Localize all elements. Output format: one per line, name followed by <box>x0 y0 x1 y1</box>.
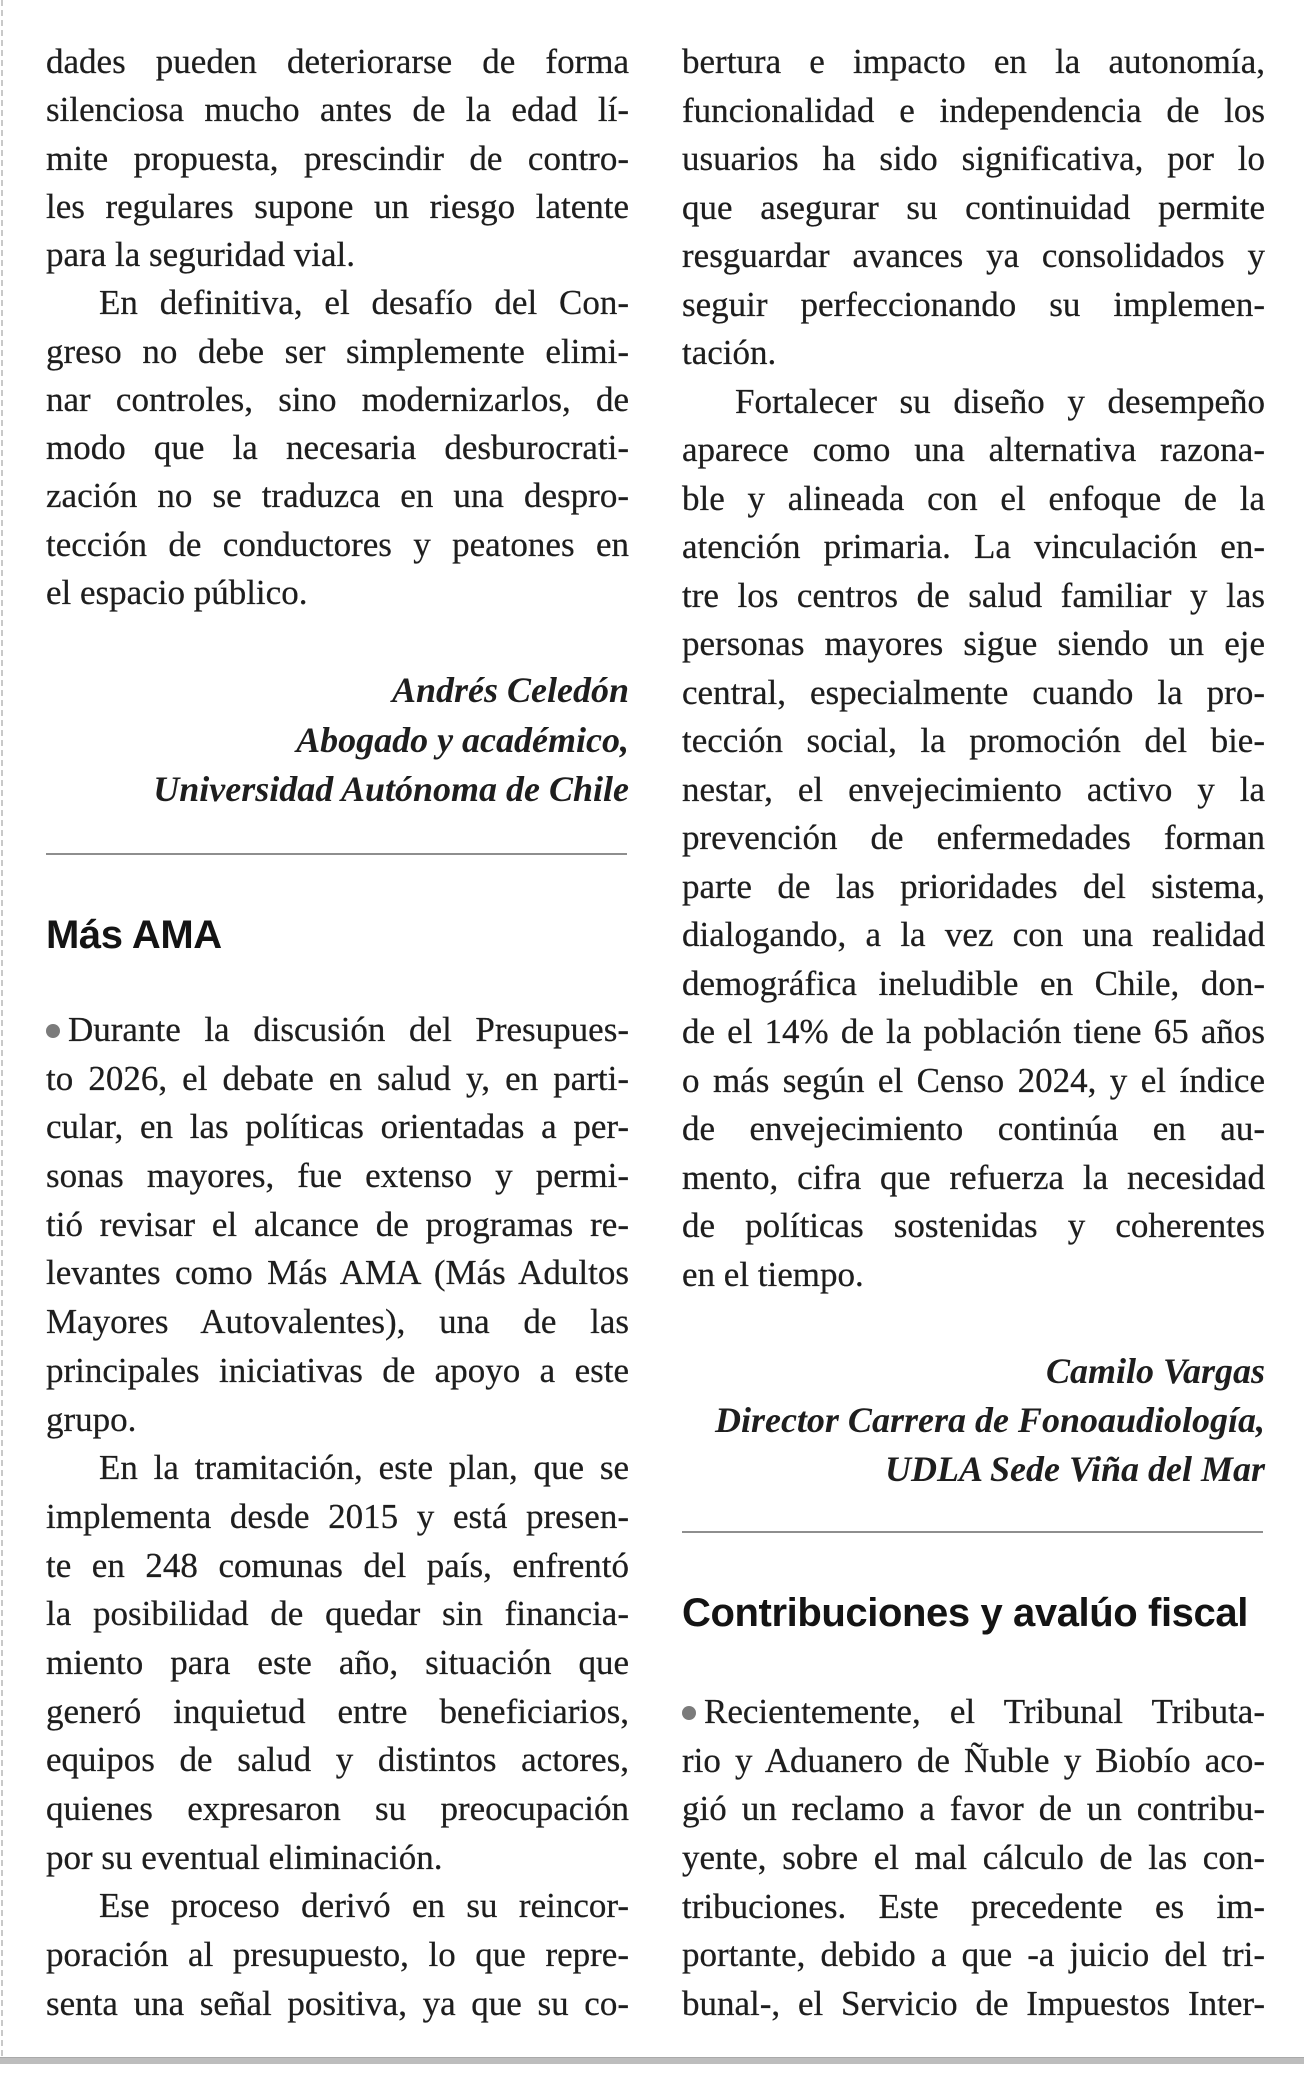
text-line: ble y alineada con el enfoque de la <box>682 478 1265 518</box>
text-line: Mayores Autovalentes), una de las <box>46 1302 629 1342</box>
text-line: o más según el Censo 2024, y el índice <box>682 1060 1265 1100</box>
bulleted-paragraph <box>46 1006 629 1444</box>
text-line: miento para este año, situación que <box>46 1642 629 1682</box>
text-line: te en 248 comunas del país, enfrentó <box>46 1545 629 1585</box>
text-line: tre los centros de salud familiar y las <box>682 575 1265 615</box>
text-line: yente, sobre el mal cálculo de las con- <box>682 1838 1265 1878</box>
text-line: silenciosa mucho antes de la edad lí- <box>46 90 629 130</box>
text-line: En definitiva, el desafío del Con- <box>99 283 629 323</box>
text-line: les regulares supone un riesgo latente <box>46 186 629 226</box>
text-line: grupo. <box>46 1399 137 1439</box>
text-line: senta una señal positiva, ya que su co- <box>46 1983 629 2023</box>
text-line: rio y Aduanero de Ñuble y Biobío aco- <box>682 1740 1265 1780</box>
text-line: seguir perfeccionando su implemen- <box>682 284 1265 324</box>
text-line: para la seguridad vial. <box>46 235 356 274</box>
text-line: poración al presupuesto, lo que repre- <box>46 1935 629 1975</box>
author-signature-celedon <box>46 666 629 815</box>
text-line: bertura e impacto en la autonomía, <box>682 42 1265 81</box>
paragraph <box>682 38 1265 378</box>
paragraph <box>46 1882 629 2028</box>
text-line: parte de las prioridades del sistema, <box>682 866 1265 906</box>
text-line: implementa desde 2015 y está presen- <box>46 1496 629 1536</box>
right-column <box>682 0 1265 2050</box>
section-heading-contribuciones: Contribuciones y avalúo fiscal <box>682 1591 1248 1635</box>
text-line-content: Recientemente, el Tribunal Tributa- <box>704 1692 1265 1731</box>
text-line: generó inquietud entre beneficiarios, <box>46 1691 629 1731</box>
text-line: por su eventual eliminación. <box>46 1837 443 1877</box>
signature-author-title: Abogado y académico, <box>296 719 629 760</box>
text-line: mite propuesta, prescindir de contro- <box>46 138 629 178</box>
text-line: levantes como Más AMA (Más Adultos <box>46 1253 629 1293</box>
mas-ama-letter-text <box>46 1006 629 2028</box>
text-line: tación. <box>682 333 777 372</box>
text-line: usuarios ha sido significativa, por lo <box>682 139 1265 178</box>
text-line: aparece como una alternativa razona- <box>682 430 1265 469</box>
left-column <box>46 0 629 2050</box>
text-line: tección de conductores y peatones en <box>46 524 629 564</box>
text-line: tió revisar el alcance de programas re- <box>46 1204 629 1244</box>
scan-edge-dashed-line <box>1 0 3 2056</box>
text-line: sonas mayores, fue extenso y permi- <box>46 1156 629 1196</box>
text-line <box>682 1688 1265 1737</box>
text-line: principales iniciativas de apoyo a este <box>46 1350 629 1390</box>
text-line: de envejecimiento continúa en au- <box>682 1109 1265 1148</box>
bulleted-paragraph <box>682 1688 1265 2029</box>
text-line: Fortalecer su diseño y desempeño <box>735 381 1265 421</box>
text-line: la posibilidad de quedar sin financia- <box>46 1594 629 1634</box>
text-line: funcionalidad e independencia de los <box>682 90 1265 130</box>
section-divider <box>682 1531 1263 1533</box>
text-line: greso no debe ser simplemente elimi- <box>46 331 629 371</box>
text-line: En la tramitación, este plan, que se <box>99 1448 629 1488</box>
text-line: tección social, la promoción del bie- <box>682 721 1265 760</box>
text-line: de el 14% de la población tiene 65 años <box>682 1012 1265 1051</box>
text-line: que asegurar su continuidad permite <box>682 187 1265 227</box>
text-line: to 2026, el debate en salud y, en parti- <box>46 1058 629 1098</box>
paragraph <box>46 38 629 279</box>
text-line: atención primaria. La vinculación en- <box>682 527 1265 566</box>
section-heading-mas-ama: Más AMA <box>46 913 222 957</box>
author-signature-vargas <box>682 1347 1265 1494</box>
text-line: demográfica ineludible en Chile, don- <box>682 963 1265 1003</box>
text-line <box>46 1006 629 1055</box>
text-line: de políticas sostenidas y coherentes <box>682 1206 1265 1245</box>
text-line: prevención de enfermedades forman <box>682 818 1265 857</box>
mas-ama-letter-text-continued <box>682 38 1265 1299</box>
text-line: nestar, el envejecimiento activo y la <box>682 769 1265 809</box>
text-line: el espacio público. <box>46 572 308 612</box>
paragraph <box>46 279 629 617</box>
text-line: cular, en las políticas orientadas a per- <box>46 1107 629 1147</box>
signature-author-affiliation: UDLA Sede Viña del Mar <box>884 1449 1265 1489</box>
text-line-content: Durante la discusión del Presupues- <box>68 1010 629 1049</box>
signature-author-title: Director Carrera de Fonoaudiología, <box>714 1400 1265 1440</box>
text-line: quienes expresaron su preocupación <box>46 1789 629 1828</box>
text-line: dades pueden deteriorarse de forma <box>46 42 629 81</box>
text-line: central, especialmente cuando la pro- <box>682 672 1265 712</box>
text-line: dialogando, a la vez con una realidad <box>682 915 1265 954</box>
text-line: equipos de salud y distintos actores, <box>46 1740 629 1780</box>
text-line: tribuciones. Este precedente es im- <box>682 1886 1265 1926</box>
text-line: zación no se traduzca en una despro- <box>46 476 629 516</box>
text-line: personas mayores sigue siendo un eje <box>682 624 1265 663</box>
contribuciones-letter-text <box>682 1688 1265 2029</box>
text-line: en el tiempo. <box>682 1254 864 1294</box>
paragraph <box>46 1444 629 1882</box>
text-line: Ese proceso derivó en su reincor- <box>99 1886 629 1926</box>
text-line: mento, cifra que refuerza la necesidad <box>682 1157 1265 1197</box>
text-line: resguardar avances ya consolidados y <box>682 236 1265 275</box>
bullet-icon <box>46 1024 60 1038</box>
signature-author-name: Andrés Celedón <box>391 670 629 710</box>
signature-author-name: Camilo Vargas <box>1045 1351 1265 1391</box>
text-line: modo que la necesaria desburocrati- <box>46 428 629 467</box>
page-bottom-band <box>0 2057 1304 2064</box>
bullet-icon <box>682 1706 696 1720</box>
signature-author-affiliation: Universidad Autónoma de Chile <box>153 769 629 809</box>
section-divider <box>46 853 627 855</box>
text-line: nar controles, sino modernizarlos, de <box>46 379 629 419</box>
text-line: bunal-, el Servicio de Impuestos Inter- <box>682 1984 1265 2024</box>
paragraph <box>682 378 1265 1300</box>
text-line: gió un reclamo a favor de un contribu- <box>682 1789 1265 1829</box>
text-line: portante, debido a que -a juicio del tri- <box>682 1935 1265 1975</box>
previous-article-continuation-text <box>46 38 629 617</box>
